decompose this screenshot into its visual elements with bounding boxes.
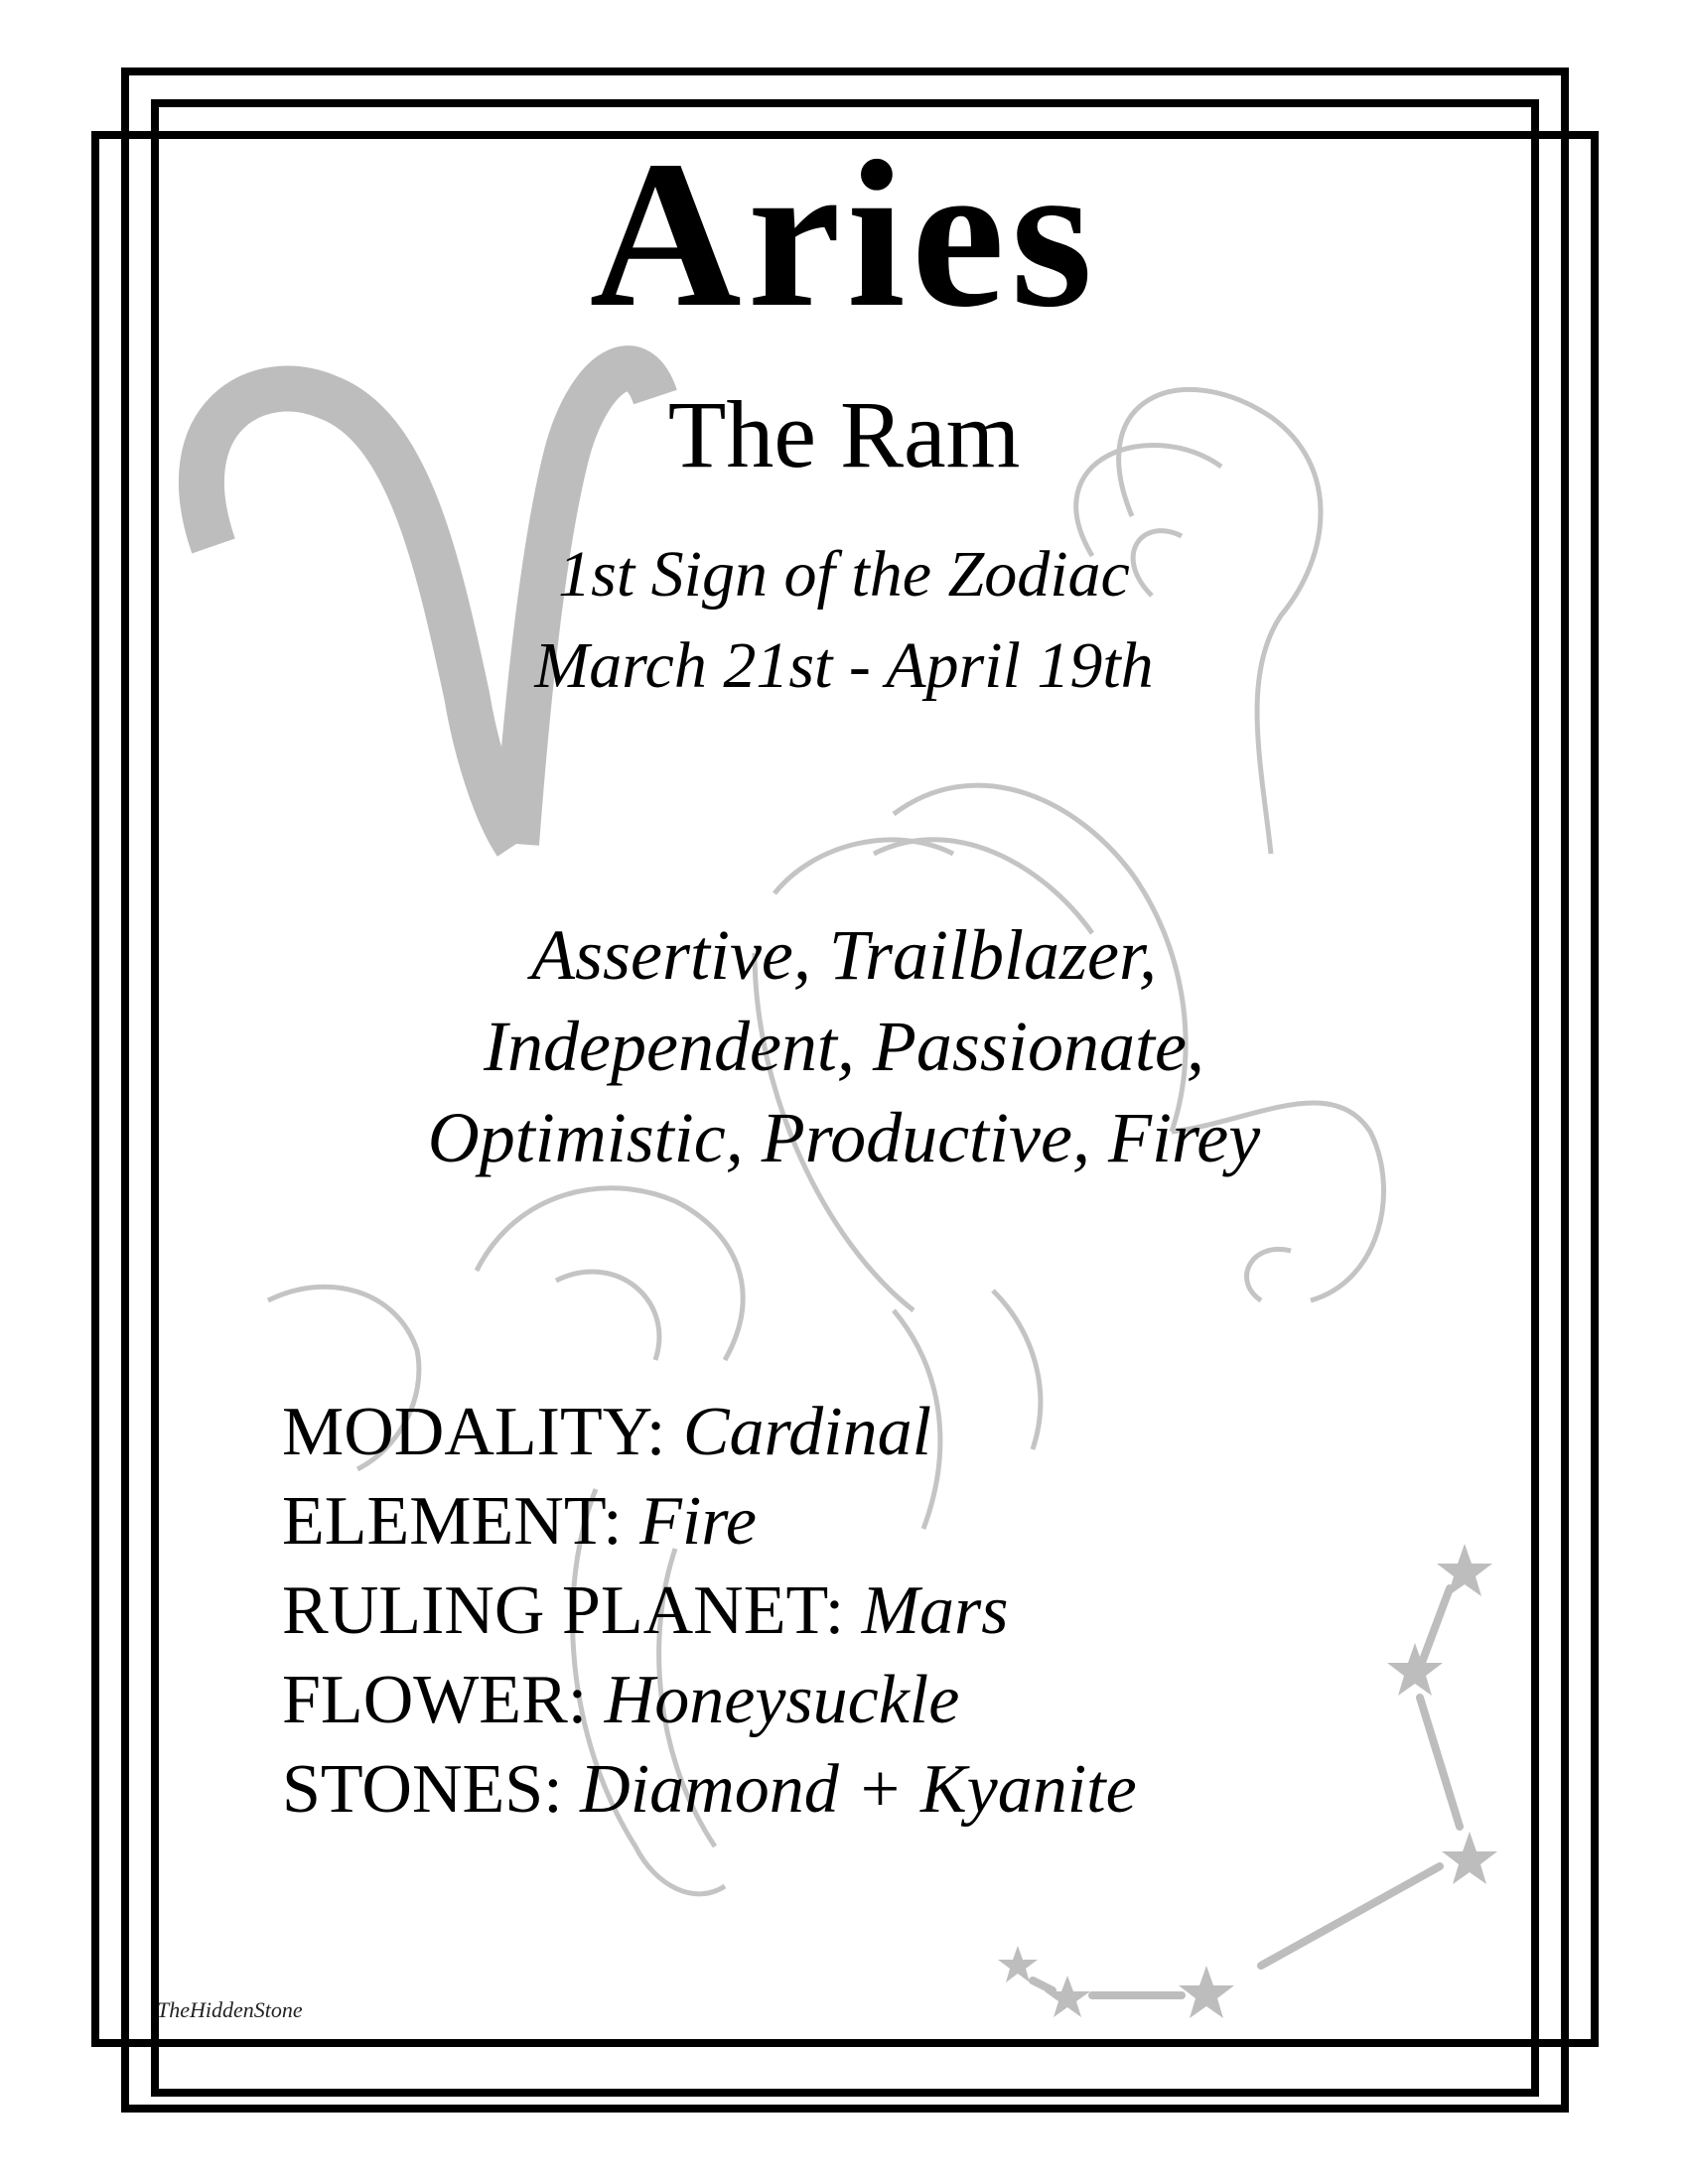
fact-value: Honeysuckle — [604, 1662, 960, 1738]
fact-value: Mars — [861, 1572, 1009, 1649]
fact-flower — [282, 1656, 1137, 1745]
date-range: March 21st - April 19th — [534, 629, 1154, 702]
fact-stones — [282, 1745, 1137, 1835]
star-icon — [1437, 1544, 1492, 1596]
fact-ruling-planet — [282, 1567, 1137, 1656]
fact-label: ELEMENT: — [282, 1483, 623, 1560]
fact-label: STONES: — [282, 1751, 563, 1828]
fact-modality — [282, 1388, 1137, 1477]
sign-title: Aries — [589, 117, 1099, 350]
fact-element — [282, 1477, 1137, 1567]
traits-block — [149, 909, 1539, 1183]
fact-label: FLOWER: — [282, 1662, 588, 1738]
star-icon — [1442, 1832, 1497, 1884]
facts-list — [282, 1388, 1137, 1835]
signature: TheHiddenStone — [157, 1997, 303, 2022]
fact-value: Fire — [639, 1483, 757, 1560]
fact-label: RULING PLANET: — [282, 1572, 845, 1649]
sign-order: 1st Sign of the Zodiac — [558, 538, 1130, 611]
star-icon — [1387, 1643, 1443, 1696]
traits-line: Optimistic, Productive, Firey — [427, 1098, 1261, 1177]
fact-value: Cardinal — [682, 1394, 932, 1470]
fact-value: Diamond + Kyanite — [580, 1751, 1137, 1828]
star-icon — [1179, 1966, 1234, 2018]
star-icon — [1045, 1976, 1090, 2017]
traits-line: Assertive, Trailblazer, — [530, 915, 1158, 995]
traits-line: Independent, Passionate, — [484, 1007, 1204, 1086]
fact-label: MODALITY: — [282, 1394, 666, 1470]
sign-animal: The Ram — [667, 381, 1021, 487]
